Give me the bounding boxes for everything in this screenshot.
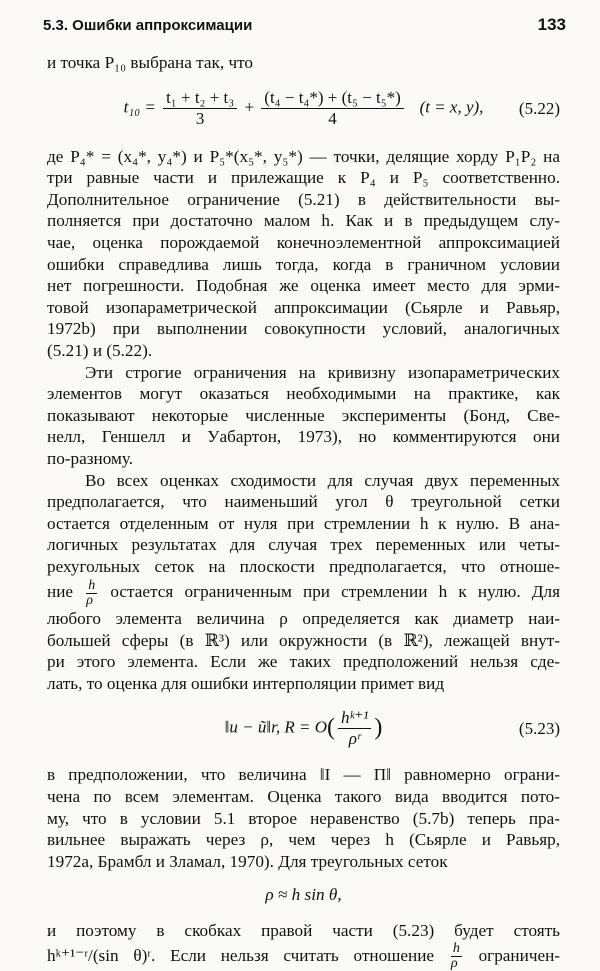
- text-line: 1972b) при выполнении совокупности условий, аналогичных: [47, 319, 560, 339]
- text-line: ошибки справедлива лишь тогда, когда в граничном условии: [47, 254, 560, 274]
- text-line: Во всех оценках сходимости для случая двух переменных: [85, 470, 560, 490]
- page-header: [43, 17, 566, 39]
- eq-frac-1: [163, 88, 237, 129]
- frac-numerator: (t₄ − t₄*) + (t₅ − t₅*): [261, 88, 404, 109]
- text-fragment: ограничен-: [478, 945, 561, 965]
- text-line: чае, оценка порождаемой конечноэлементной аппроксимацией: [47, 232, 560, 252]
- text-line-with-fraction: [47, 577, 560, 608]
- paragraph-1: [47, 146, 560, 362]
- text-line: остается отделенным от нуля при стремлении h к нулю. В ана-: [47, 513, 560, 533]
- frac-numerator: h: [88, 578, 96, 594]
- eq-frac-2: [261, 88, 404, 129]
- text-line: три равные части и прилежащие к P₄ и P₅ соответственно.: [47, 168, 560, 188]
- page-body: [47, 52, 560, 971]
- text-line: в предположении, что величина ‖I — Π‖ равномерно ограни-: [47, 765, 560, 785]
- paragraph-2: [47, 362, 560, 470]
- paragraph-5: [47, 920, 560, 971]
- text-line: предполагается, что наименьший угол θ треугольной сетки: [47, 492, 560, 512]
- text-line: товой изопараметрической аппроксимации (Сьярле и Равьяр,: [47, 297, 560, 317]
- text-line: му, что в условии 5.1 второе неравенство (5.7b) теперь пра-: [47, 808, 560, 828]
- text-line-with-fraction: [47, 942, 560, 971]
- text-fragment: остается ограниченным при стремлении h к нулю. Для: [110, 582, 561, 602]
- equation-number: (5.23): [518, 719, 560, 739]
- eq-plus: +: [244, 97, 255, 116]
- frac-denominator: ρ: [450, 956, 458, 971]
- text-fragment: hᵏ⁺¹⁻ʳ/(sin θ)ʳ. Если нельзя считать отношение: [47, 945, 435, 965]
- eq-condition: (t = x, y),: [419, 97, 484, 116]
- page-number: 133: [537, 15, 566, 34]
- equation-5-22: [47, 80, 560, 140]
- frac-denominator: ρʳ: [348, 729, 361, 749]
- paragraph-3: [47, 470, 560, 695]
- equation-number: (5.22): [518, 98, 560, 118]
- text-line: большей сферы (в ℝ³) или окружности (в ℝ²), лежащей внут-: [47, 630, 560, 650]
- text-line: Эти строгие ограничения на кривизну изопараметрических: [85, 362, 560, 382]
- frac-numerator: hᵏ⁺¹: [338, 708, 371, 729]
- frac-denominator: ρ: [86, 593, 93, 609]
- equation-5-23: ‖u − ũ‖r, R = O( $\frac{\text{hᵏ⁺¹}}{\text{ρʳ}}$ ) (5.23): [224, 708, 560, 749]
- equation-rho: [47, 884, 560, 906]
- inline-fraction: [86, 579, 97, 608]
- intro-line: и точка P₁₀ выбрана так, что: [47, 53, 253, 72]
- text-line: полняется при достаточно малом h. Как и в предыдущем слу-: [47, 211, 560, 231]
- text-line: (5.21) и (5.22).: [47, 340, 153, 360]
- frac-denominator: 4: [328, 108, 337, 128]
- section-title: 5.3. Ошибки аппроксимации: [43, 17, 253, 34]
- text-line: 1972a, Брамбл и Зламал, 1970). Для треугольных сеток: [47, 851, 448, 871]
- eq-lhs: ‖u − ũ‖r, R = O: [224, 717, 328, 737]
- text-line: де P₄* = (x₄*, y₄*) и P₅*(x₅*, y₅*) — точки, делящие хорду P₁P₂ на: [47, 146, 560, 166]
- frac-denominator: 3: [195, 108, 205, 128]
- eq-lhs: t₁₀ =: [123, 97, 156, 116]
- eq-text: ρ ≈ h sin θ,: [265, 885, 342, 905]
- text-line: Дополнительное ограничение (5.21) в действительности вы-: [47, 189, 560, 209]
- paragraph-4: [47, 764, 560, 872]
- text-line: нелл, Геншелл и Уабартон, 1973), но комментируются они: [47, 427, 560, 447]
- inline-fraction: [451, 942, 462, 971]
- frac-numerator: h: [452, 941, 460, 957]
- text-line: вильнее выражать через ρ, чем через h (Сьярле и Равьяр,: [47, 830, 560, 850]
- text-line: любого элемента величина ρ определяется как диаметр наи-: [47, 609, 560, 629]
- text-line: рехугольных сеток на плоскости предполагается, что отноше-: [47, 556, 560, 576]
- frac-numerator: t₁ + t₂ + t₃: [163, 88, 237, 109]
- text-line: элементов могут оказаться необходимыми на практике, как: [47, 384, 560, 404]
- text-line: и поэтому в скобках правой части (5.23) будет стоять: [47, 920, 560, 940]
- text-line: ри этого элемента. Если же таких предположений нельзя сде-: [47, 652, 560, 672]
- text-line: показывают некоторые численные эксперименты (Бонд, Све-: [47, 405, 560, 425]
- text-fragment: ние: [47, 582, 74, 602]
- text-line: логичных результатах для случая трех переменных или четы-: [47, 535, 560, 555]
- text-line: чена по всем элементам. Оценка такого вида вводится пото-: [47, 786, 560, 806]
- eq-frac: [338, 708, 371, 749]
- text-line: лать, то оценка для ошибки интерполяции примет вид: [47, 673, 445, 693]
- text-line: по-разному.: [47, 448, 134, 468]
- text-line: нет погрешности. Подобная же оценка имеет место для эрми-: [47, 276, 560, 296]
